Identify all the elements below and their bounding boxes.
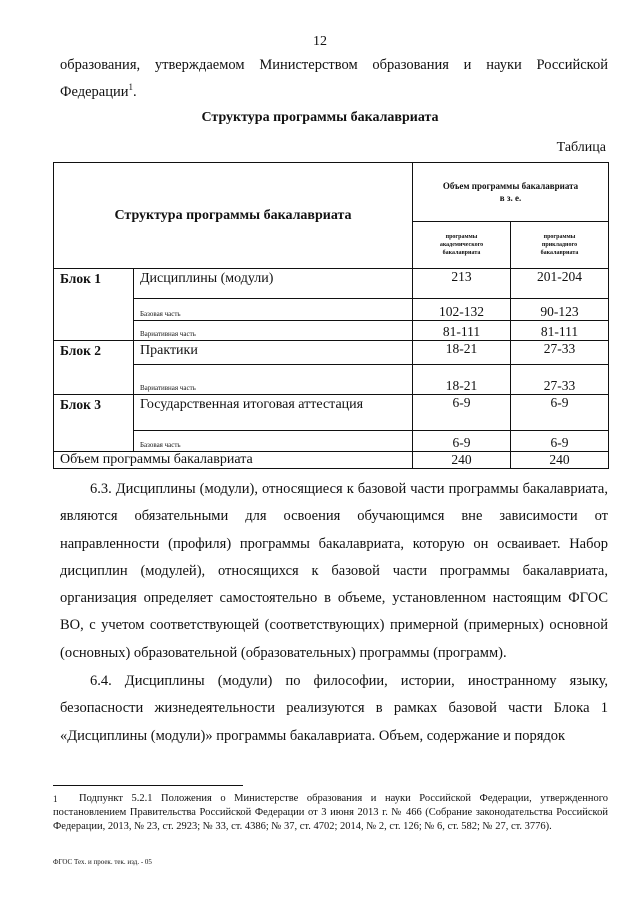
intro-line-2 xyxy=(60,79,608,106)
intro-text xyxy=(60,52,608,106)
footnote-number: 1 xyxy=(53,794,58,804)
header-applied-line-1: программы xyxy=(543,234,576,240)
block-2-row-1-name: Вариативная часть xyxy=(134,365,413,395)
block-1-label: Блок 1 xyxy=(54,269,134,341)
block-2-row-1-academic: 18-21 xyxy=(413,365,511,395)
body-text xyxy=(60,476,608,751)
header-academic-line-3: бакалавриата xyxy=(442,250,481,256)
page-number: 12 xyxy=(313,34,327,49)
intro-line-2-end: . xyxy=(132,84,137,100)
header-applied xyxy=(511,222,609,269)
footnote-divider xyxy=(53,785,243,786)
footnote-ref: 1 xyxy=(128,82,133,93)
table-caption: Таблица xyxy=(556,140,606,155)
block-2-row-1-applied: 27-33 xyxy=(511,365,609,395)
block-1-academic: 213 xyxy=(413,269,511,299)
block-1-applied: 201-204 xyxy=(511,269,609,299)
block-3-academic: 6-9 xyxy=(413,395,511,431)
table-header-row xyxy=(54,163,609,222)
program-structure-table xyxy=(53,162,609,469)
block-1-row-1-applied: 90-123 xyxy=(511,299,609,321)
table-row xyxy=(54,395,609,431)
table-title: Структура программы бакалавриата xyxy=(201,110,439,125)
footnote xyxy=(53,792,608,834)
block-3-row-1-name: Базовая часть xyxy=(134,431,413,452)
block-2-academic: 18-21 xyxy=(413,341,511,365)
table-total-row xyxy=(54,452,609,469)
paragraph-6-4: 6.4. Дисциплины (модули) по философии, истории, иностранному языку, безопасности жизнедеятельности реализуются в рамках базовой части Блока 1 «Дисциплины (модули)» программы бакалавриата. Объем, содержание и порядок xyxy=(60,673,608,744)
header-volume xyxy=(413,163,609,222)
table-row xyxy=(54,321,609,341)
table-row xyxy=(54,269,609,299)
block-2-name: Практики xyxy=(134,341,413,365)
total-academic: 240 xyxy=(413,452,511,469)
block-2-applied: 27-33 xyxy=(511,341,609,365)
block-1-row-2-name: Вариативная часть xyxy=(134,321,413,341)
header-academic-line-2: академического xyxy=(439,242,484,248)
header-volume-line-1: Объем программы бакалавриата xyxy=(442,181,579,191)
block-1-row-2-academic: 81-111 xyxy=(413,321,511,341)
intro-line-1: образования, утверждаемом Министерством образования и науки Российской xyxy=(60,57,608,73)
table-row xyxy=(54,431,609,452)
intro-line-2-text: Федерации xyxy=(60,84,129,100)
block-3-name: Государственная итоговая аттестация xyxy=(134,395,413,431)
block-1-row-2-applied: 81-111 xyxy=(511,321,609,341)
block-1-name: Дисциплины (модули) xyxy=(134,269,413,299)
paragraph-6-3: 6.3. Дисциплины (модули), относящиеся к базовой части программы бакалавриата, являются обязательными для освоения обучающимся вне зависимости от направленности (профиля) программы бакалавриата, которую он осваивает. Набор дисциплин (модулей), относящихся к базовой части программы бакалавриата, организация определяет самостоятельно в объеме, установленном настоящим ФГОС ВО, с учетом соответствующей (соответствующих) примерной (примерных) основной (основных) образовательной (образовательных) программы (программ). xyxy=(60,481,608,661)
footer-code: ФГОС Тех. и проек. тек. изд. - 05 xyxy=(53,858,152,866)
header-volume-line-2: в з. е. xyxy=(499,193,522,203)
block-3-applied: 6-9 xyxy=(511,395,609,431)
total-label: Объем программы бакалавриата xyxy=(54,452,413,469)
block-1-row-1-name: Базовая часть xyxy=(134,299,413,321)
block-2-label: Блок 2 xyxy=(54,341,134,395)
header-applied-line-3: бакалавриата xyxy=(540,250,579,256)
total-applied: 240 xyxy=(511,452,609,469)
table-row xyxy=(54,299,609,321)
block-3-row-1-applied: 6-9 xyxy=(511,431,609,452)
table-row xyxy=(54,365,609,395)
header-applied-line-2: прикладного xyxy=(541,242,578,248)
footnote-text: Подпункт 5.2.1 Положения о Министерстве образования и науки Российской Федерации, утвержденного постановлением Правительства Российской Федерации от 3 июня 2013 г. № 466 (Собрание законодательства Российской Федерации, 2013, № 23, ст. 2923; № 33, ст. 4386; № 37, ст. 4702; 2014, № 2, ст. 126; № 6, ст. 582; № 27, ст. 3776). xyxy=(53,793,608,832)
block-3-row-1-academic: 6-9 xyxy=(413,431,511,452)
header-structure: Структура программы бакалавриата xyxy=(54,163,413,269)
header-academic-line-1: программы xyxy=(445,234,478,240)
block-1-row-1-academic: 102-132 xyxy=(413,299,511,321)
header-academic xyxy=(413,222,511,269)
block-3-label: Блок 3 xyxy=(54,395,134,452)
table-row xyxy=(54,341,609,365)
